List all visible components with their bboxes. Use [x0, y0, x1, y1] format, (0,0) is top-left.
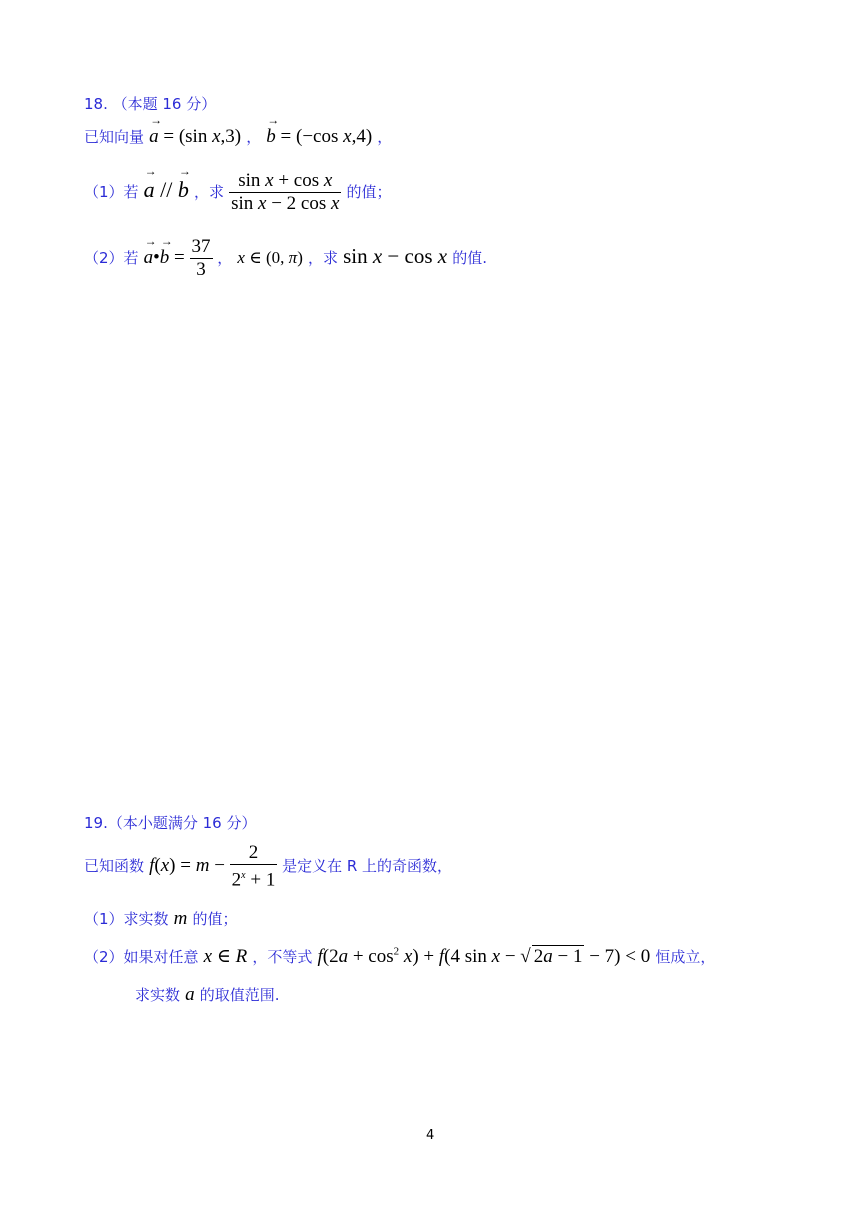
q19-part2 — [84, 945, 715, 968]
q18-sep-end: ， — [377, 128, 393, 146]
target-expression: sin x − cos x — [343, 243, 448, 268]
q18-part1-end: 的值； — [346, 183, 392, 202]
q19-part2-line2 — [135, 984, 279, 1006]
page-number: 4 — [426, 1128, 435, 1143]
q19-part1-end: 的值； — [192, 910, 238, 928]
q19-part2-label: （2）如果对任意 — [84, 948, 199, 966]
function-definition: f(x) = m − $\frac{2}{2^x + 1}$ — [149, 842, 276, 891]
q18-sep1: ， — [246, 128, 262, 146]
q18-part2 — [84, 236, 487, 281]
q19-intro — [84, 842, 452, 892]
q18-part2-sep: ， — [217, 248, 233, 267]
q19-intro-suffix: 是定义在 R 上的奇函数， — [282, 857, 453, 876]
vector-b-formula: → b = (−cos x,4) — [266, 126, 372, 147]
q19-part1-label: （1）求实数 — [84, 910, 169, 928]
q19-part2-mid: ，不等式 — [252, 948, 313, 966]
x-in-r-formula: x ∈ R — [203, 946, 248, 967]
domain-formula: x ∈ (0, π) — [237, 247, 303, 267]
q18-part2-mid: ，求 — [307, 248, 338, 267]
q19-part2-end: 恒成立， — [655, 948, 716, 966]
variable-m: m — [173, 908, 188, 929]
inequality-formula: $f(2a + \cos^2 x) + f(4$ sin x − √ 2a − 1 − 7) < 0 — [317, 945, 651, 967]
q18-intro — [84, 126, 392, 148]
q19-part2-line2-end: 的取值范围. — [199, 986, 280, 1004]
q18-part1-mid: ，求 — [193, 183, 224, 202]
vector-a-formula: → a = (sin x,3) — [149, 126, 241, 147]
q19-part2-line2-prefix: 求实数 — [135, 986, 181, 1004]
q18-part2-label: （2）若 — [84, 248, 139, 267]
q19-part1 — [84, 908, 237, 930]
q18-part2-end: 的值. — [452, 248, 487, 267]
q18-header: 18. （本题 16 分） — [84, 95, 217, 113]
q18-intro-prefix: 已知向量 — [84, 128, 145, 146]
ratio-fraction: $\frac{\text{sin x + cos x}}{\text{sin x − 2 cos x}}$ — [231, 170, 340, 215]
q19-intro-prefix: 已知函数 — [84, 857, 145, 876]
dot-product-formula: → a•→ b = $\frac{37}{3}$ — [144, 247, 218, 268]
q18-part1 — [84, 170, 392, 215]
parallel-formula: → a // → b — [144, 177, 189, 202]
variable-a: a — [185, 984, 195, 1005]
q18-part1-label: （1）若 — [84, 183, 139, 202]
q19-header: 19.（本小题满分 16 分） — [84, 814, 257, 832]
